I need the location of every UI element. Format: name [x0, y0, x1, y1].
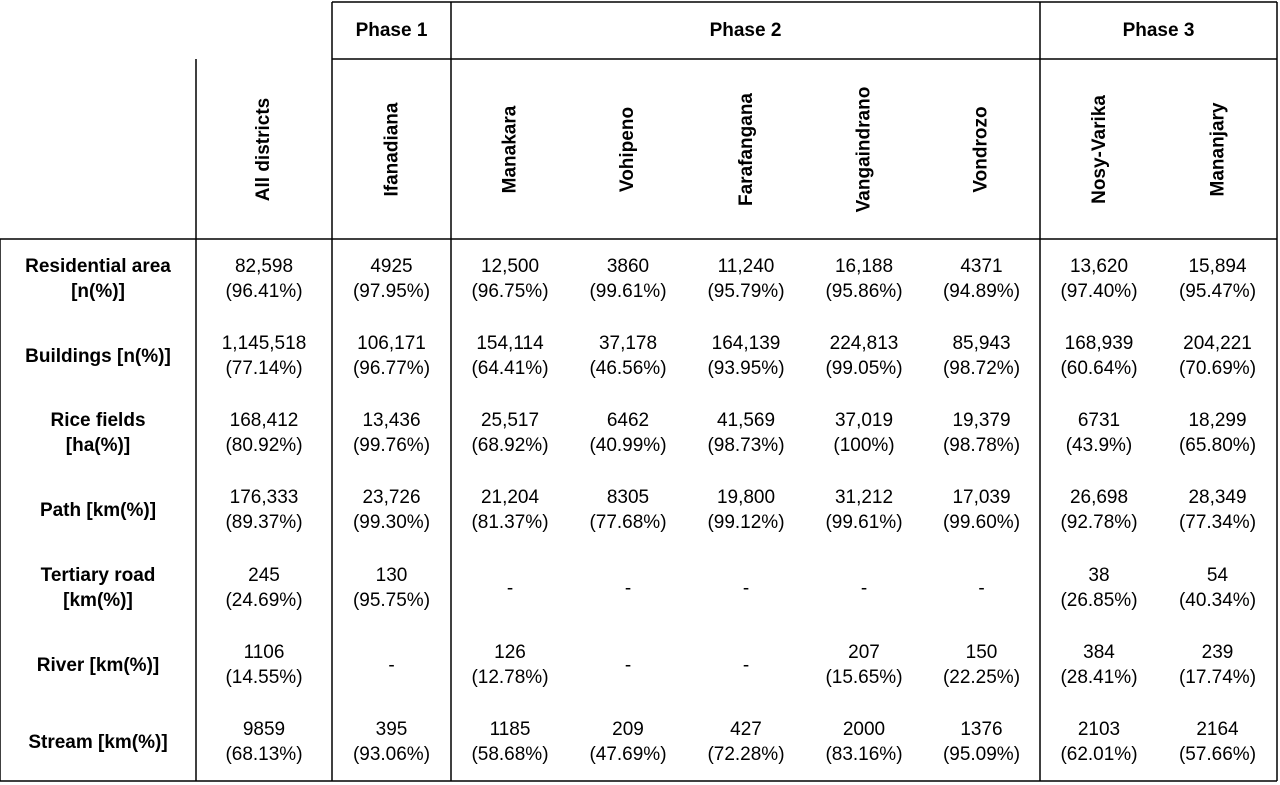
- table-cell: [1040, 244, 1158, 314]
- table-cell: [196, 398, 332, 468]
- cell-percent: (96.41%): [225, 281, 303, 302]
- cell-value: -: [742, 577, 750, 599]
- cell-value: 1185: [489, 719, 531, 740]
- cell-value: 6731: [1077, 410, 1121, 431]
- cell-value: 54: [1206, 565, 1229, 586]
- cell-value: 126: [494, 642, 526, 663]
- table-cell: [332, 475, 451, 545]
- table-cell: [923, 630, 1040, 700]
- table-cell: [1158, 321, 1277, 391]
- cell-percent: (57.66%): [1178, 744, 1257, 765]
- cell-value: 31,212: [834, 487, 894, 508]
- row-header: [0, 321, 196, 391]
- cell-percent: (60.64%): [1060, 358, 1138, 379]
- row-header-line: Rice fields: [50, 410, 146, 431]
- cell-value: 427: [730, 719, 762, 740]
- cell-percent: (72.28%): [707, 744, 785, 765]
- row-header-line: Tertiary road: [40, 565, 156, 586]
- cell-value: 11,240: [717, 256, 775, 277]
- cell-value: 16,188: [834, 256, 894, 277]
- cell-value: 164,139: [711, 333, 781, 354]
- table-cell: [569, 630, 687, 700]
- cell-value: -: [506, 577, 514, 599]
- cell-value: 2164: [1196, 719, 1239, 740]
- cell-percent: (62.01%): [1060, 744, 1138, 765]
- cell-percent: (40.99%): [589, 435, 667, 456]
- cell-value: 239: [1201, 642, 1234, 663]
- column-header: [196, 59, 332, 239]
- cell-value: 13,436: [362, 410, 421, 431]
- cell-value: 224,813: [829, 333, 899, 354]
- cell-percent: (94.89%): [942, 281, 1021, 302]
- cell-value: 38: [1088, 565, 1110, 586]
- column-header: [332, 59, 451, 239]
- column-header-label: All districts: [253, 97, 275, 201]
- cell-percent: (95.75%): [352, 590, 431, 611]
- cell-percent: (40.34%): [1178, 590, 1257, 611]
- cell-percent: (24.69%): [225, 590, 303, 611]
- table-cell: [1158, 475, 1277, 545]
- table-cell: [923, 475, 1040, 545]
- cell-percent: (22.25%): [942, 667, 1021, 688]
- cell-percent: (12.78%): [471, 667, 549, 688]
- cell-value: 1,145,518: [221, 333, 307, 354]
- cell-value: 1376: [960, 719, 1003, 740]
- cell-value: 154,114: [476, 333, 544, 354]
- row-header-line: Path [km(%)]: [39, 499, 157, 521]
- cell-percent: (99.61%): [589, 281, 667, 302]
- cell-percent: (15.65%): [825, 667, 903, 688]
- table-cell: [687, 475, 805, 545]
- cell-value: 176,333: [229, 487, 299, 508]
- column-header: [923, 59, 1040, 239]
- cell-value: 25,517: [480, 410, 540, 431]
- table-cell: [923, 244, 1040, 314]
- row-header-line: Stream [km(%)]: [28, 731, 168, 753]
- cell-value: -: [978, 577, 985, 599]
- cell-percent: (68.13%): [225, 744, 303, 765]
- table-cell: [332, 707, 451, 777]
- cell-percent: (80.92%): [225, 435, 303, 456]
- table-cell: [1158, 244, 1277, 314]
- cell-value: 23,726: [362, 487, 421, 508]
- column-header-label: Manakara: [499, 105, 521, 193]
- row-header: [0, 630, 196, 700]
- cell-percent: (64.41%): [471, 358, 549, 379]
- table-cell: [569, 707, 687, 777]
- row-header: [0, 244, 196, 314]
- cell-value: 207: [848, 642, 880, 663]
- table-cell: [332, 398, 451, 468]
- cell-percent: (17.74%): [1178, 667, 1257, 688]
- table-cell: [1040, 475, 1158, 545]
- table-cell: [332, 553, 451, 623]
- table-cell: [332, 244, 451, 314]
- column-header-label: Vangaindrano: [853, 86, 875, 212]
- cell-percent: (99.60%): [942, 512, 1021, 533]
- row-header-line: Residential area: [25, 256, 171, 277]
- cell-percent: (98.78%): [942, 435, 1021, 456]
- cell-value: 37,019: [834, 410, 894, 431]
- row-header: [0, 475, 196, 545]
- table-cell: [196, 707, 332, 777]
- row-header-line: [km(%)]: [63, 590, 133, 611]
- table-cell: [805, 475, 923, 545]
- cell-value: 19,800: [716, 487, 776, 508]
- cell-value: 21,204: [480, 487, 540, 508]
- table-cell: [1040, 553, 1158, 623]
- cell-value: 15,894: [1188, 256, 1247, 277]
- table-cell: [805, 321, 923, 391]
- column-header: [1158, 59, 1277, 239]
- table-cell: [805, 553, 923, 623]
- table-cell: [451, 244, 569, 314]
- table-cell: [687, 630, 805, 700]
- cell-percent: (68.92%): [471, 435, 549, 456]
- cell-percent: (43.9%): [1065, 435, 1133, 456]
- cell-value: 4925: [370, 256, 413, 277]
- table-cell: [687, 321, 805, 391]
- cell-percent: (97.40%): [1060, 281, 1138, 302]
- table-cell: [196, 553, 332, 623]
- cell-percent: (92.78%): [1060, 512, 1138, 533]
- column-header-label: Vohipeno: [617, 106, 639, 192]
- cell-value: 168,412: [229, 410, 299, 431]
- cell-value: 82,598: [234, 256, 294, 277]
- column-header: [451, 59, 569, 239]
- table-cell: [1158, 553, 1277, 623]
- cell-value: 4371: [960, 256, 1003, 277]
- table-cell: [332, 630, 451, 700]
- row-header-line: [ha(%)]: [65, 435, 131, 456]
- cell-percent: (95.79%): [707, 281, 785, 302]
- cell-percent: (28.41%): [1060, 667, 1138, 688]
- table-cell: [569, 321, 687, 391]
- cell-percent: (70.69%): [1178, 358, 1257, 379]
- cell-value: -: [860, 577, 868, 599]
- cell-percent: (96.75%): [471, 281, 549, 302]
- row-header-line: Buildings [n(%)]: [25, 345, 171, 367]
- table-cell: [569, 244, 687, 314]
- cell-value: 130: [375, 565, 408, 586]
- cell-value: 245: [248, 565, 280, 586]
- table-cell: [1158, 707, 1277, 777]
- cell-percent: (95.09%): [942, 744, 1021, 765]
- table-cell: [196, 321, 332, 391]
- table-cell: [196, 475, 332, 545]
- phase-label: Phase 2: [709, 20, 782, 41]
- table-cell: [1158, 398, 1277, 468]
- cell-value: -: [388, 654, 395, 676]
- cell-percent: (95.86%): [825, 281, 903, 302]
- table-cell: [805, 707, 923, 777]
- cell-value: 395: [375, 719, 408, 740]
- cell-percent: (99.76%): [352, 435, 431, 456]
- cell-percent: (100%): [833, 435, 895, 456]
- table-cell: [805, 398, 923, 468]
- cell-value: 209: [612, 719, 644, 740]
- table-cell: [451, 475, 569, 545]
- table-cell: [451, 398, 569, 468]
- cell-percent: (93.06%): [352, 744, 431, 765]
- cell-value: 28,349: [1188, 487, 1247, 508]
- cell-value: 37,178: [598, 333, 658, 354]
- table-cell: [569, 398, 687, 468]
- cell-percent: (65.80%): [1178, 435, 1257, 456]
- column-header-label: Mananjary: [1206, 102, 1228, 196]
- table-cell: [805, 244, 923, 314]
- table-cell: [569, 553, 687, 623]
- cell-percent: (98.73%): [707, 435, 785, 456]
- cell-value: 150: [965, 642, 998, 663]
- column-header-label: Farafangana: [735, 92, 757, 206]
- table-cell: [196, 630, 332, 700]
- cell-value: 19,379: [952, 410, 1011, 431]
- cell-percent: (99.61%): [825, 512, 903, 533]
- row-header-line: River [km(%)]: [36, 654, 160, 676]
- cell-percent: (14.55%): [225, 667, 303, 688]
- cell-value: 18,299: [1188, 410, 1247, 431]
- cell-percent: (95.47%): [1178, 281, 1257, 302]
- table-cell: [687, 244, 805, 314]
- cell-percent: (99.30%): [352, 512, 431, 533]
- table-cell: [569, 475, 687, 545]
- table-cell: [805, 630, 923, 700]
- column-header: [687, 59, 805, 239]
- cell-value: 8305: [606, 487, 650, 508]
- row-header: [0, 398, 196, 468]
- cell-percent: (26.85%): [1060, 590, 1138, 611]
- cell-value: 3860: [606, 256, 650, 277]
- column-header-label: Ifanadiana: [380, 102, 402, 196]
- cell-value: 17,039: [952, 487, 1011, 508]
- column-header-label: Vondrozo: [971, 105, 992, 193]
- cell-percent: (98.72%): [942, 358, 1021, 379]
- table-cell: [923, 321, 1040, 391]
- table-cell: [687, 398, 805, 468]
- cell-percent: (89.37%): [225, 512, 303, 533]
- table-cell: [923, 707, 1040, 777]
- table-cell: [687, 707, 805, 777]
- row-header: [0, 553, 196, 623]
- cell-value: 85,943: [952, 333, 1011, 354]
- phase-header: [1040, 2, 1277, 59]
- row-header: [0, 707, 196, 777]
- table-cell: [451, 321, 569, 391]
- cell-value: 204,221: [1183, 333, 1252, 354]
- table-cell: [923, 553, 1040, 623]
- table-cell: [451, 630, 569, 700]
- table-cell: [451, 553, 569, 623]
- cell-value: 41,569: [716, 410, 776, 431]
- cell-value: -: [624, 577, 632, 599]
- table-cell: [1040, 398, 1158, 468]
- cell-value: 2000: [842, 719, 886, 740]
- cell-value: 26,698: [1069, 487, 1129, 508]
- phase-header: [332, 2, 451, 59]
- column-header: [569, 59, 687, 239]
- table-cell: [923, 398, 1040, 468]
- cell-percent: (46.56%): [589, 358, 667, 379]
- cell-percent: (97.95%): [352, 281, 431, 302]
- cell-value: 2103: [1077, 719, 1121, 740]
- column-header: [805, 59, 923, 239]
- table-cell: [332, 321, 451, 391]
- column-header-label: Nosy-Varika: [1088, 94, 1110, 204]
- table-cell: [1040, 707, 1158, 777]
- table-cell: [1040, 630, 1158, 700]
- cell-value: -: [624, 654, 632, 676]
- table-cell: [451, 707, 569, 777]
- cell-value: 384: [1083, 642, 1115, 663]
- cell-value: -: [742, 654, 750, 676]
- cell-value: 106,171: [357, 333, 426, 354]
- cell-percent: (58.68%): [471, 744, 549, 765]
- table-cell: [196, 244, 332, 314]
- cell-percent: (83.16%): [825, 744, 903, 765]
- table-cell: [1158, 630, 1277, 700]
- cell-percent: (96.77%): [352, 358, 431, 379]
- row-header-line: [n(%)]: [71, 281, 125, 302]
- cell-percent: (77.68%): [589, 512, 667, 533]
- cell-percent: (81.37%): [471, 512, 549, 533]
- cell-value: 1106: [243, 642, 285, 663]
- cell-percent: (77.34%): [1178, 512, 1257, 533]
- cell-percent: (99.12%): [707, 512, 785, 533]
- phase-header: [451, 2, 1040, 59]
- cell-value: 6462: [606, 410, 650, 431]
- cell-value: 9859: [242, 719, 286, 740]
- column-header: [1040, 59, 1158, 239]
- cell-value: 12,500: [480, 256, 540, 277]
- cell-percent: (77.14%): [225, 358, 303, 379]
- table-cell: [1040, 321, 1158, 391]
- cell-value: 13,620: [1069, 256, 1129, 277]
- cell-percent: (93.95%): [707, 358, 785, 379]
- cell-percent: (47.69%): [589, 744, 667, 765]
- cell-percent: (99.05%): [825, 358, 903, 379]
- phase-label: Phase 3: [1122, 20, 1195, 41]
- cell-value: 168,939: [1064, 333, 1134, 354]
- phase-label: Phase 1: [355, 20, 428, 41]
- table-cell: [687, 553, 805, 623]
